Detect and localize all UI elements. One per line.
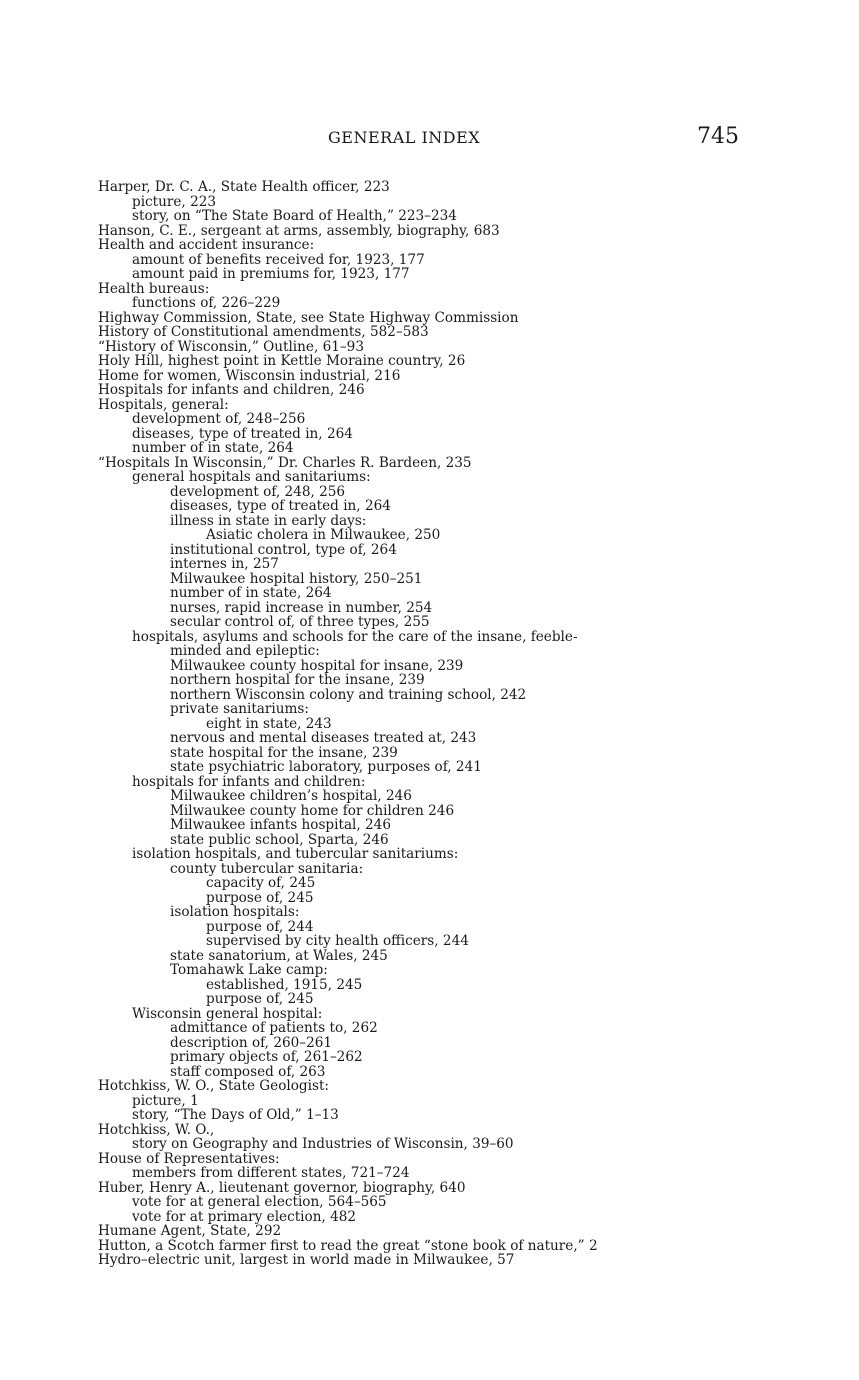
index-entry: “History of Wisconsin,” Outline, 61–93	[98, 338, 364, 355]
index-entry: isolation hospitals, and tubercular sanitariums:	[132, 846, 459, 862]
index-entry: amount of benefits received for, 1923, 177	[132, 251, 425, 268]
page-title: GENERAL INDEX	[328, 128, 481, 147]
index-entry: Hospitals for infants and children, 246	[98, 382, 365, 398]
index-entry: number of in state, 264	[132, 440, 294, 456]
index-entry: Tomahawk Lake camp:	[170, 962, 328, 978]
index-entry: established, 1915, 245	[206, 976, 363, 993]
index-entry: nervous and mental diseases treated at, 243	[170, 730, 477, 746]
index-entry: amount paid in premiums for, 1923, 177	[132, 266, 410, 282]
index-entry: Wisconsin general hospital:	[132, 1005, 323, 1022]
index-entry: History of Constitutional amendments, 582–583	[98, 324, 429, 340]
index-entry: internes in, 257	[170, 556, 279, 572]
index-entry: supervised by city health officers, 244	[206, 933, 469, 949]
index-entry: development of, 248–256	[132, 411, 306, 427]
index-entry: story, on “The State Board of Health,” 223–234	[132, 208, 457, 224]
index-entry: Milwaukee hospital history, 250–251	[170, 570, 423, 587]
index-entry: members from different states, 721–724	[132, 1165, 410, 1181]
index-entry: Asiatic cholera in Milwaukee, 250	[206, 527, 441, 543]
index-entry: picture, 223	[132, 193, 217, 210]
index-entry: Humane Agent, State, 292	[98, 1223, 282, 1239]
index-entry: diseases, type of treated in, 264	[170, 498, 391, 514]
index-entry: vote for at primary election, 482	[132, 1208, 357, 1225]
index-entry: functions of, 226–229	[132, 295, 281, 311]
index-entry: secular control of, of three types, 255	[170, 614, 430, 630]
page-number: 745	[697, 124, 739, 149]
index-entry: Milwaukee children’s hospital, 246	[170, 788, 412, 804]
index-entry: development of, 248, 256	[170, 483, 346, 500]
index-entry: county tubercular sanitaria:	[170, 860, 364, 877]
index-entry: minded and epileptic:	[170, 643, 320, 659]
index-entry: story on Geography and Industries of Wisconsin, 39–60	[132, 1136, 514, 1152]
index-entry: illness in state in early days:	[170, 512, 367, 529]
index-entry: Milwaukee infants hospital, 246	[170, 817, 391, 833]
index-entry: state public school, Sparta, 246	[170, 831, 389, 848]
running-head	[0, 124, 859, 154]
index-entry: number of in state, 264	[170, 585, 332, 601]
index-entry: story, “The Days of Old,” 1–13	[132, 1107, 339, 1123]
index-entry: Milwaukee county hospital for insane, 239	[170, 657, 464, 674]
index-entry: isolation hospitals:	[170, 904, 300, 920]
index-entry: Milwaukee county home for children 246	[170, 802, 455, 819]
index-entry: northern hospital for the insane, 239	[170, 672, 425, 688]
index-entry: capacity of, 245	[206, 875, 316, 891]
index-entry: Health and accident insurance:	[98, 237, 315, 253]
index-entry: description of, 260–261	[170, 1034, 333, 1051]
index-entry: Holy Hill, highest point in Kettle Moraine country, 26	[98, 353, 466, 369]
index-entries	[98, 180, 748, 1268]
index-entry: primary objects of, 261–262	[170, 1049, 363, 1065]
index-entry: “Hospitals In Wisconsin,” Dr. Charles R. Bardeen, 235	[98, 454, 472, 471]
index-entry: eight in state, 243	[206, 715, 332, 732]
index-entry: nurses, rapid increase in number, 254	[170, 599, 433, 616]
index-entry: private sanitariums:	[170, 701, 309, 717]
index-entry: picture, 1	[132, 1092, 199, 1109]
index-entry: hospitals, asylums and schools for the care of the insane, feeble-	[132, 628, 578, 645]
index-entry: House of Representatives:	[98, 1150, 280, 1167]
index-entry: admittance of patients to, 262	[170, 1020, 378, 1036]
index-entry: Hutton, a Scotch farmer first to read the great “stone book of nature,” 2	[98, 1237, 598, 1254]
index-entry: Home for women, Wisconsin industrial, 216	[98, 367, 401, 384]
index-entry: diseases, type of treated in, 264	[132, 425, 353, 442]
index-entry: state sanatorium, at Wales, 245	[170, 947, 388, 964]
index-entry: Health bureaus:	[98, 280, 210, 297]
index-entry: Hotchkiss, W. O., State Geologist:	[98, 1078, 329, 1094]
index-entry: institutional control, type of, 264	[170, 541, 397, 558]
index-entry: hospitals for infants and children:	[132, 773, 366, 790]
index-entry: Highway Commission, State, see State Highway Commission	[98, 309, 519, 326]
index-entry: purpose of, 245	[206, 991, 314, 1007]
index-entry: state psychiatric laboratory, purposes of, 241	[170, 759, 482, 775]
index-entry: purpose of, 244	[206, 918, 314, 935]
index-entry: Hydro–electric unit, largest in world made in Milwaukee, 57	[98, 1252, 515, 1268]
index-entry: staff composed of, 263	[170, 1063, 326, 1080]
index-entry: Hanson, C. E., sergeant at arms, assembly, biography, 683	[98, 222, 500, 239]
index-entry: state hospital for the insane, 239	[170, 744, 398, 761]
index-entry: Hospitals, general:	[98, 396, 229, 413]
index-entry: Hotchkiss, W. O.,	[98, 1121, 215, 1138]
index-entry: Huber, Henry A., lieutenant governor, biography, 640	[98, 1179, 466, 1196]
index-entry: northern Wisconsin colony and training school, 242	[170, 686, 527, 703]
index-entry: purpose of, 245	[206, 889, 314, 906]
index-entry: general hospitals and sanitariums:	[132, 469, 371, 485]
index-entry: vote for at general election, 564–565	[132, 1194, 387, 1210]
index-entry: Harper, Dr. C. A., State Health officer, 223	[98, 179, 390, 195]
